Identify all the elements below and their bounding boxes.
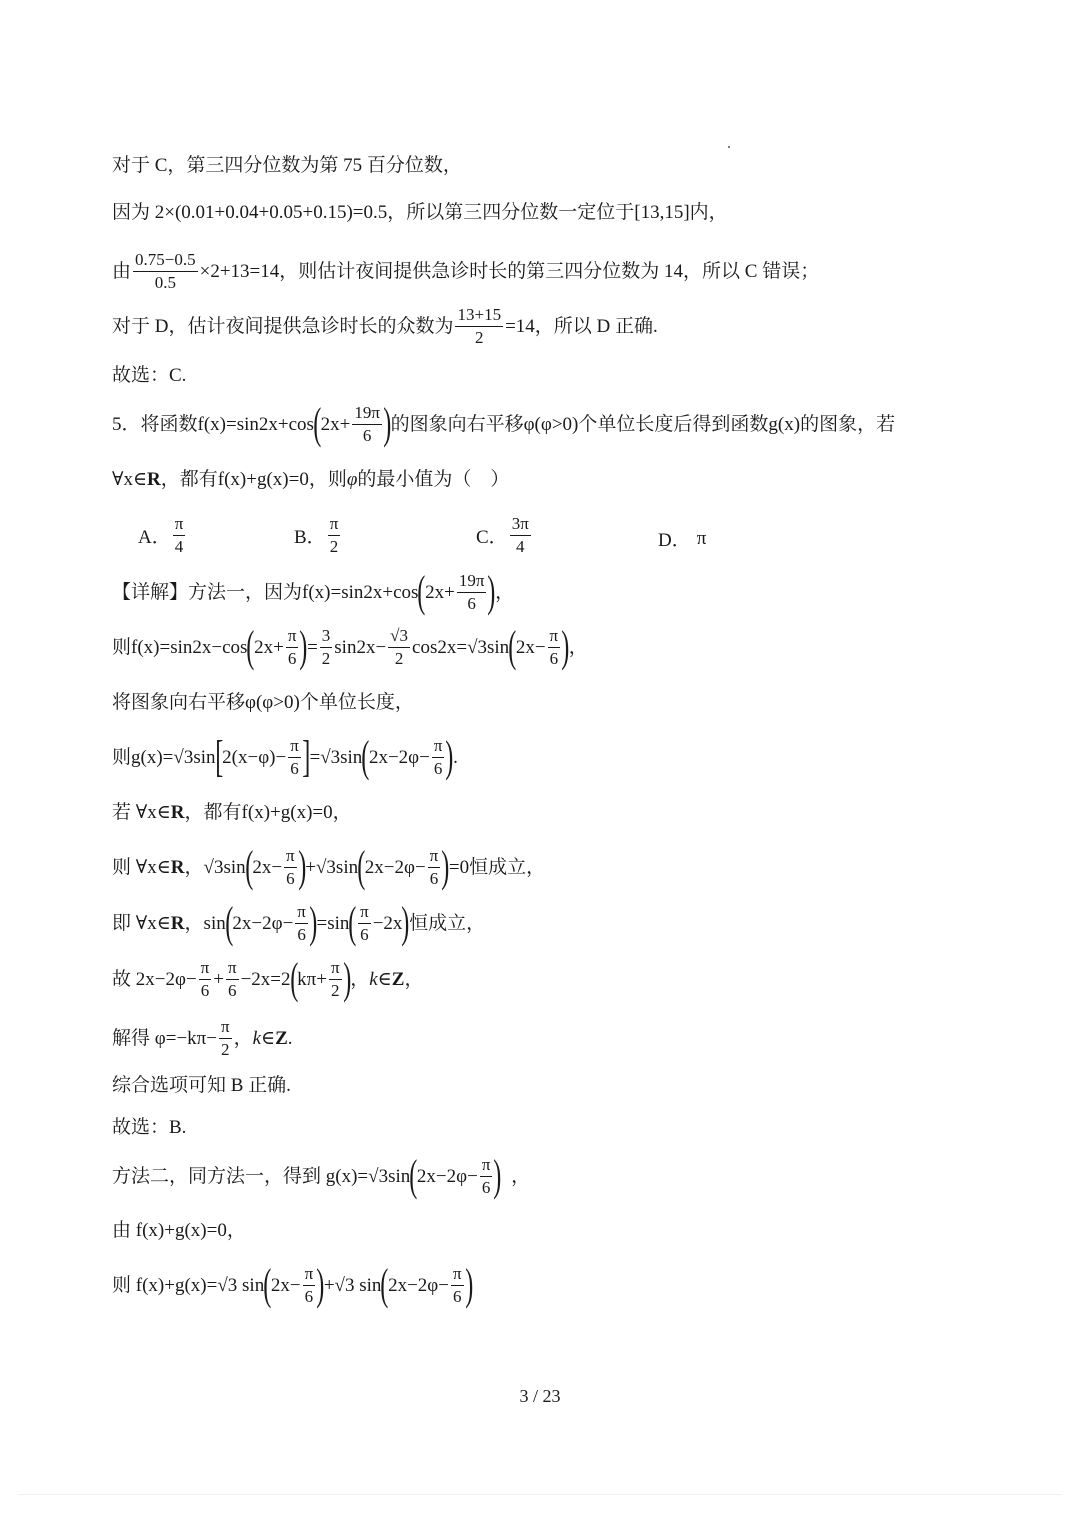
text-span: . xyxy=(287,1027,293,1049)
text-span: 由 xyxy=(112,260,132,282)
detail-line-1 xyxy=(112,567,515,617)
fraction-numerator: π xyxy=(548,626,561,648)
text-span: 内， xyxy=(689,202,728,223)
math-span: f(x)=sin2x+cos xyxy=(302,581,419,603)
math-span: g(x)= xyxy=(325,1165,369,1187)
fraction-numerator: π xyxy=(329,958,342,980)
left-paren: ( xyxy=(380,1260,389,1310)
math-span: f(x)+g(x)=0 xyxy=(217,469,309,490)
right-paren: ) xyxy=(316,1260,325,1310)
right-paren: ) xyxy=(441,842,450,892)
text-span: 恒成立， xyxy=(409,912,486,934)
math-span: k∈ xyxy=(369,968,392,990)
fraction-numerator: π xyxy=(295,902,308,924)
text-span: 因为 xyxy=(112,202,155,223)
text-span: 则 xyxy=(112,636,132,658)
math-span: √3sin xyxy=(173,746,216,768)
detail-line-7 xyxy=(112,898,486,948)
math-span: 2x− xyxy=(270,1274,301,1296)
left-bracket: [ xyxy=(214,732,223,782)
text-span: 对于 D，估计夜间提供急诊时长的众数为 xyxy=(112,315,454,337)
text-span: ， xyxy=(350,968,370,990)
fraction-denominator: 2 xyxy=(475,327,484,347)
fraction-denominator: 2 xyxy=(394,648,404,668)
fraction-numerator: 3π xyxy=(510,514,531,536)
fraction xyxy=(510,514,531,556)
text-span: 方法二，同方法一，得到 xyxy=(112,1165,326,1187)
text-span: ， xyxy=(495,581,515,603)
math-span: 2(x−φ)− xyxy=(222,746,287,768)
math-span: 2x− xyxy=(515,636,546,658)
text-span: 对于 C，第三四分位数为第 75 百分位数， xyxy=(112,155,462,176)
integers-symbol: Z xyxy=(275,1027,288,1049)
text-span: 则 xyxy=(112,856,136,878)
real-numbers-symbol: R xyxy=(170,856,185,878)
detail-line-10 xyxy=(112,1076,291,1095)
fraction-denominator: 2 xyxy=(221,1039,230,1059)
left-paren: ( xyxy=(361,732,370,782)
math-span: 2x+ xyxy=(254,636,284,658)
text-span: 的图象，若 xyxy=(800,413,896,435)
fraction-denominator: 6 xyxy=(549,648,559,668)
text-span: 的最小值为（ ） xyxy=(357,469,510,490)
text-line-because xyxy=(112,203,728,222)
text-line-d-mode xyxy=(112,305,658,347)
text-span: 则 xyxy=(112,1274,136,1296)
right-paren: ) xyxy=(401,898,410,948)
math-span: ∀x∈ xyxy=(135,802,171,823)
fraction-numerator: π xyxy=(451,1264,464,1286)
fraction-numerator: 3 xyxy=(320,626,333,648)
text-span: 故选：B. xyxy=(112,1117,187,1138)
fraction-numerator: π xyxy=(432,736,445,758)
text-span: ，则 xyxy=(308,469,347,490)
left-paren: ( xyxy=(246,622,255,672)
fraction xyxy=(199,958,212,1000)
text-span: 解得 xyxy=(112,1027,155,1049)
right-paren: ) xyxy=(383,399,392,449)
math-span: f(x)=sin2x+cos xyxy=(197,413,314,435)
math-span: −2x xyxy=(372,912,403,934)
math-span: =sin xyxy=(316,912,350,934)
right-paren: ) xyxy=(299,622,308,672)
math-span: = xyxy=(309,746,321,768)
fraction-denominator: 6 xyxy=(290,758,299,778)
detail-line-11 xyxy=(112,1118,186,1137)
fraction-numerator: π xyxy=(199,958,212,980)
text-span: ，所以第三四分位数一定位于 xyxy=(387,202,635,223)
math-span: √3 sin xyxy=(217,1274,265,1296)
fraction xyxy=(388,626,410,668)
text-span: ， xyxy=(226,1220,246,1241)
fraction xyxy=(455,305,503,347)
fraction-denominator: 6 xyxy=(467,593,476,613)
question-5-line-2 xyxy=(112,470,509,489)
option-d xyxy=(658,525,706,552)
right-bracket: ] xyxy=(302,732,311,782)
math-span: 2x−2φ− xyxy=(364,856,426,878)
math-span: ×2+13=14 xyxy=(199,260,280,282)
math-span: φ=−kπ− xyxy=(154,1027,217,1049)
fraction-denominator: 6 xyxy=(429,868,439,888)
math-span: √3sin xyxy=(203,856,246,878)
detail-line-9 xyxy=(112,1017,293,1059)
math-span: φ(φ>0) xyxy=(245,692,300,713)
math-span: =14 xyxy=(505,315,535,337)
right-paren: ) xyxy=(493,1151,502,1201)
fraction-numerator: π xyxy=(226,958,239,980)
text-span: 将图象向右平移 xyxy=(112,692,246,713)
fraction xyxy=(432,736,445,778)
left-paren: ( xyxy=(348,898,357,948)
real-numbers-symbol: R xyxy=(147,469,161,490)
fraction xyxy=(328,514,341,556)
fraction xyxy=(133,250,198,292)
fraction xyxy=(303,1264,316,1306)
detail-line-8 xyxy=(112,954,424,1004)
option-b xyxy=(294,514,342,556)
fraction-denominator: 6 xyxy=(481,1177,491,1197)
text-span: 若 xyxy=(112,802,136,823)
right-paren: ) xyxy=(309,898,318,948)
math-span: 2×(0.01+0.04+0.05+0.15)=0.5 xyxy=(154,202,388,223)
left-paren: ( xyxy=(289,954,298,1004)
math-span: 2x−2φ− xyxy=(388,1274,449,1296)
fraction-denominator: 6 xyxy=(228,980,237,1000)
text-line-answer-c xyxy=(112,366,186,385)
right-paren: ) xyxy=(445,732,454,782)
math-span: = xyxy=(307,636,318,658)
real-numbers-symbol: R xyxy=(170,912,185,934)
fraction-numerator: 13+15 xyxy=(455,305,503,327)
math-span: φ(φ>0) xyxy=(523,413,579,435)
fraction-numerator: π xyxy=(173,514,186,536)
fraction-denominator: 2 xyxy=(321,648,331,668)
fraction-numerator: π xyxy=(219,1017,232,1039)
fraction xyxy=(451,1264,464,1306)
math-span: 2x+ xyxy=(320,413,351,435)
real-numbers-symbol: R xyxy=(170,802,185,823)
text-span: ，所以 D 正确. xyxy=(534,315,658,337)
text-span: 则 xyxy=(112,746,132,768)
left-paren: ( xyxy=(417,567,426,617)
left-paren: ( xyxy=(244,842,254,892)
math-span: ∀x∈ xyxy=(112,469,148,490)
text-span: ， xyxy=(511,1165,531,1187)
text-span: 的图象向右平移 xyxy=(390,413,524,435)
math-span: 2x− xyxy=(252,856,283,878)
left-paren: ( xyxy=(508,622,517,672)
text-span: 由 xyxy=(112,1220,136,1241)
detail-line-3 xyxy=(112,693,414,712)
option-value: π xyxy=(696,527,707,549)
text-span: 个单位长度后得到函数 xyxy=(578,413,769,435)
fraction-denominator: 6 xyxy=(200,980,210,1000)
fraction-numerator: √3 xyxy=(388,626,410,648)
math-span: [13,15] xyxy=(634,202,690,223)
left-paren: ( xyxy=(409,1151,418,1201)
fraction xyxy=(226,958,239,1000)
fraction-denominator: 6 xyxy=(362,425,372,445)
fraction xyxy=(284,846,297,888)
math-span: √3sin xyxy=(316,856,359,878)
math-span: ∀x∈ xyxy=(135,856,171,878)
fraction-denominator: 6 xyxy=(286,868,295,888)
text-span: 故选：C. xyxy=(112,365,187,386)
option-label: A． xyxy=(138,526,171,548)
text-line-c-quartile xyxy=(112,156,462,175)
math-span: k∈ xyxy=(252,1027,276,1049)
fraction xyxy=(457,571,487,613)
math-span: + xyxy=(305,856,316,878)
fraction xyxy=(548,626,561,668)
question-number: 5．将函数 xyxy=(112,413,198,435)
math-span: f(x)+g(x)= xyxy=(135,1274,218,1296)
text-span: ， xyxy=(568,636,588,658)
fraction-denominator: 2 xyxy=(331,980,340,1000)
option-label: C． xyxy=(476,526,508,548)
detail-line-4 xyxy=(112,732,458,782)
fraction xyxy=(428,846,441,888)
math-span: √3sin xyxy=(467,636,510,658)
option-a xyxy=(138,514,187,556)
text-span: 恒成立， xyxy=(469,856,546,878)
math-span: ∀x∈ xyxy=(135,912,171,934)
fraction-denominator: 6 xyxy=(287,648,297,668)
fraction xyxy=(358,902,371,944)
text-span: 故 xyxy=(112,968,136,990)
fraction xyxy=(286,626,299,668)
page-number: 3 / 23 xyxy=(519,1386,561,1406)
fraction-numerator: π xyxy=(328,514,341,536)
fraction-numerator: 19π xyxy=(457,571,487,593)
text-span: ， xyxy=(233,1027,253,1049)
math-span: −2x=2 xyxy=(240,968,291,990)
math-span: cos2x= xyxy=(412,636,468,658)
fraction-numerator: π xyxy=(428,846,441,868)
math-span: kπ+ xyxy=(297,968,327,990)
method-2-line-2 xyxy=(112,1221,246,1240)
fraction-denominator: 4 xyxy=(515,536,525,556)
math-span: g(x)= xyxy=(131,746,174,768)
question-5-line-1 xyxy=(112,399,896,449)
text-span: ， xyxy=(404,968,424,990)
fraction-numerator: π xyxy=(286,626,299,648)
fraction-numerator: π xyxy=(284,846,297,868)
text-span: ， xyxy=(184,856,204,878)
scan-speck xyxy=(728,146,730,148)
text-span: ，都有 xyxy=(184,802,242,823)
text-span: 个单位长度， xyxy=(299,692,414,713)
text-span: ，都有 xyxy=(160,469,218,490)
fraction-denominator: 6 xyxy=(297,924,306,944)
math-span: f(x)=sin2x−cos xyxy=(131,636,248,658)
fraction-numerator: 0.75−0.5 xyxy=(133,250,198,272)
footer-divider xyxy=(18,1494,1062,1495)
right-paren: ) xyxy=(464,1260,473,1310)
math-span: 2x−2φ− xyxy=(416,1165,478,1187)
fraction-denominator: 6 xyxy=(304,1286,314,1306)
fraction xyxy=(288,736,301,778)
detail-line-5 xyxy=(112,803,352,822)
fraction-numerator: π xyxy=(288,736,301,758)
right-paren: ) xyxy=(561,622,570,672)
text-span: ，则估计夜间提供急诊时长的第三四分位数为 14，所以 C 错误； xyxy=(279,260,820,282)
left-paren: ( xyxy=(225,898,234,948)
math-span: sin2x− xyxy=(334,636,387,658)
math-span: √3sin xyxy=(320,746,363,768)
math-span: 2x+ xyxy=(425,581,455,603)
math-span: =0 xyxy=(448,856,470,878)
math-span: + xyxy=(213,968,224,990)
option-label: B． xyxy=(294,526,326,548)
text-span: 【详解】方法一，因为 xyxy=(112,581,303,603)
fraction-denominator: 6 xyxy=(433,758,443,778)
text-line-compute-quartile xyxy=(112,250,819,292)
fraction xyxy=(480,1155,493,1197)
option-c xyxy=(476,514,533,556)
fraction xyxy=(320,626,333,668)
math-span: φ xyxy=(346,469,358,490)
math-span: 2x−2φ− xyxy=(368,746,430,768)
text-span: 综合选项可知 B 正确. xyxy=(112,1075,291,1096)
fraction xyxy=(329,958,342,1000)
math-span: √3 sin xyxy=(334,1274,382,1296)
left-paren: ( xyxy=(313,399,322,449)
option-label: D． xyxy=(658,530,691,551)
math-span: √3sin xyxy=(368,1165,411,1187)
math-span: sin xyxy=(203,912,226,934)
left-paren: ( xyxy=(263,1260,272,1310)
math-span: 2x−2φ− xyxy=(232,912,294,934)
text-span: 即 xyxy=(112,912,136,934)
right-paren: ) xyxy=(297,842,306,892)
text-span: ， xyxy=(184,912,204,934)
math-span: 2x−2φ− xyxy=(135,968,197,990)
fraction-denominator: 0.5 xyxy=(154,272,176,292)
method-2-line-1 xyxy=(112,1151,531,1201)
right-paren: ) xyxy=(342,954,351,1004)
math-span: f(x)+g(x)=0 xyxy=(241,802,333,823)
math-span: g(x) xyxy=(768,413,801,435)
fraction-denominator: 4 xyxy=(174,536,184,556)
left-paren: ( xyxy=(357,842,366,892)
method-2-line-3 xyxy=(112,1260,473,1310)
detail-line-6 xyxy=(112,842,546,892)
fraction xyxy=(295,902,308,944)
fraction xyxy=(352,403,382,445)
fraction-denominator: 2 xyxy=(329,536,339,556)
math-span: . xyxy=(453,746,458,768)
math-span: f(x)+g(x)=0 xyxy=(135,1220,227,1241)
fraction xyxy=(219,1017,232,1059)
math-span: + xyxy=(323,1274,335,1296)
fraction-numerator: 19π xyxy=(352,403,382,425)
integers-symbol: Z xyxy=(391,968,405,990)
fraction-numerator: π xyxy=(480,1155,493,1177)
fraction-numerator: π xyxy=(303,1264,316,1286)
fraction xyxy=(173,514,186,556)
text-span: ， xyxy=(332,802,352,823)
fraction-denominator: 6 xyxy=(360,924,369,944)
fraction-numerator: π xyxy=(358,902,371,924)
fraction-denominator: 6 xyxy=(453,1286,462,1306)
right-paren: ) xyxy=(487,567,496,617)
detail-line-2 xyxy=(112,622,588,672)
